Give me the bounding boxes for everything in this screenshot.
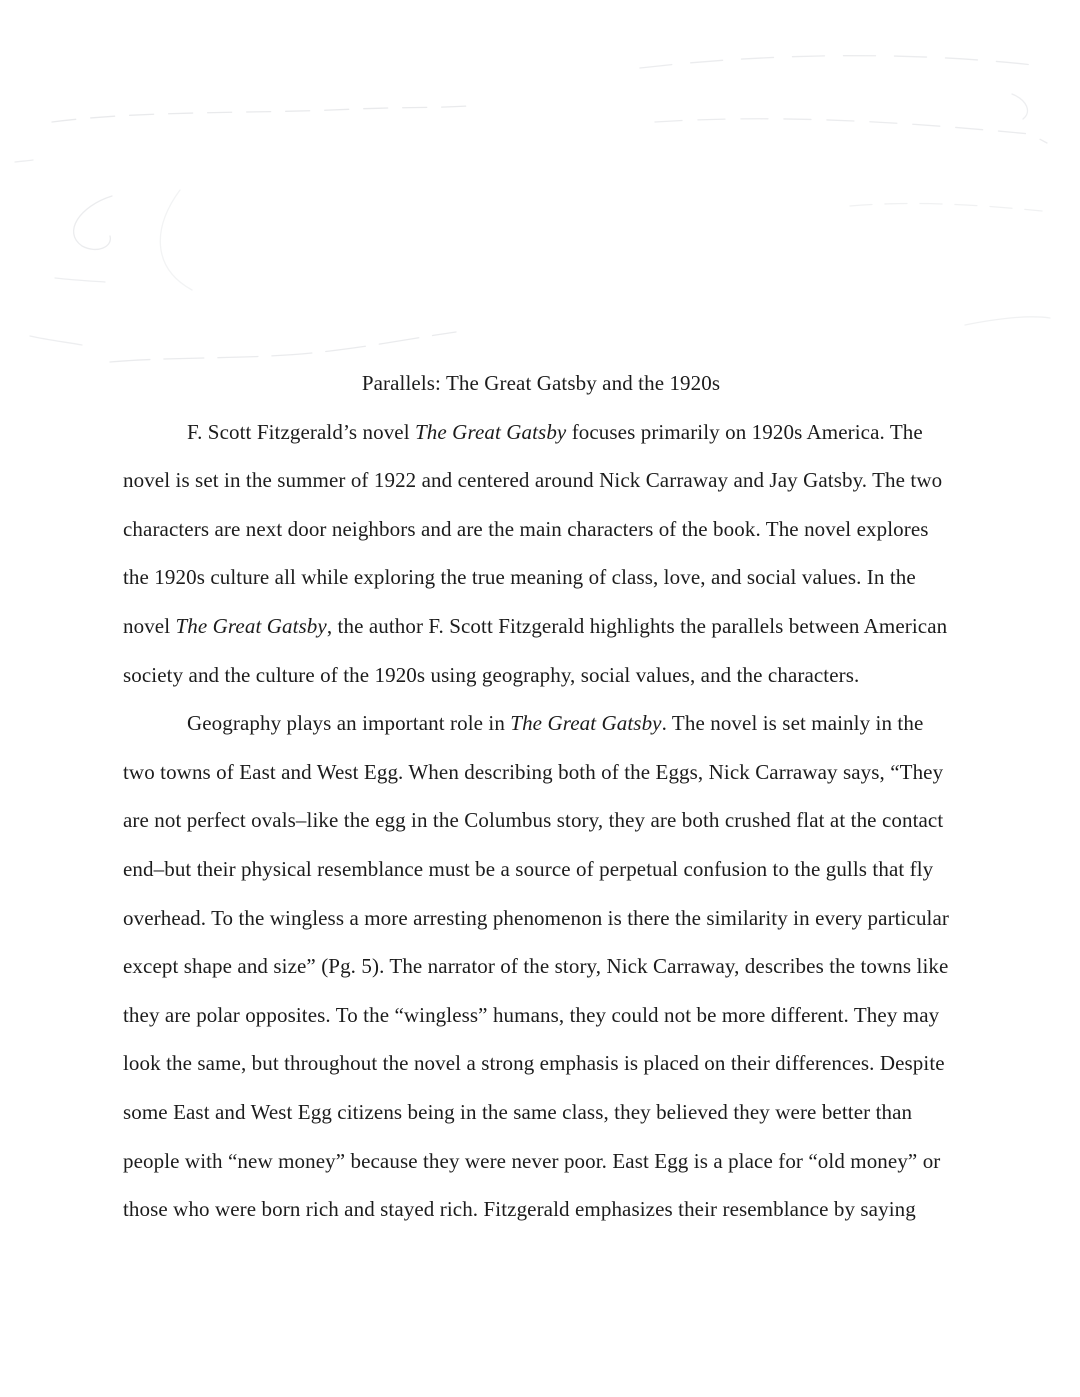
scan-smudge [640,56,1042,68]
essay-line [123,456,959,505]
book-title-italic: The Great Gatsby [175,613,327,638]
essay-line [123,894,959,943]
essay-text: F. Scott Fitzgerald’s novel [187,419,416,444]
essay-title: Parallels: The Great Gatsby and the 1920s [361,371,721,395]
scan-smudge [74,196,112,249]
scan-smudge [655,119,1047,143]
essay-line [123,1185,959,1234]
essay-text: some East and West Egg citizens being in the same class, they believed they were better than [123,1099,913,1124]
essay-text: two towns of East and West Egg. When describing both of the Eggs, Nick Carraway says, “They [123,759,944,784]
scan-artifact-marks [0,0,1080,390]
essay-text: end–but their physical resemblance must be a source of perpetual confusion to the gulls that fly [123,856,934,881]
essay-text: except shape and size” (Pg. 5). The narrator of the story, Nick Carraway, describes the towns like [123,954,949,979]
essay-text: those who were born rich and stayed rich. Fitzgerald emphasizes their resemblance by saying [123,1197,916,1222]
essay-text: characters are next door neighbors and are the main characters of the book. The novel explores [123,516,929,541]
essay-line [123,505,959,554]
essay-text: are not perfect ovals–like the egg in the Columbus story, they are both crushed flat at the contact [123,808,944,833]
essay-line [123,845,959,894]
essay-line [123,942,959,991]
essay-line [123,748,959,797]
essay-text: they are polar opposites. To the “wingless” humans, they could not be more different. They may [123,1002,940,1027]
essay-text: people with “new money” because they were never poor. East Egg is a place for “old money” or [123,1148,941,1173]
essay-line [123,991,959,1040]
essay-line [123,796,959,845]
scan-smudge [110,332,456,362]
book-title-italic: The Great Gatsby [415,419,567,444]
essay-text-block [123,359,959,1234]
book-title-italic: The Great Gatsby [510,711,662,736]
essay-text: , the author F. Scott Fitzgerald highlights the parallels between American [326,613,948,638]
essay-line [123,553,959,602]
scan-smudge [160,190,192,290]
essay-text: overhead. To the wingless a more arresting phenomenon is there the similarity in every particular [123,905,950,930]
scan-smudge [850,203,1042,211]
essay-body [123,408,959,1234]
essay-line [123,1088,959,1137]
scan-smudge [55,278,105,282]
essay-line [123,651,959,700]
scan-smudge [30,336,82,345]
essay-text: look the same, but throughout the novel a strong emphasis is placed on their differences. Despite [123,1051,945,1076]
essay-line [123,699,959,748]
scan-smudge [52,106,468,122]
essay-text: novel is set in the summer of 1922 and centered around Nick Carraway and Jay Gatsby. The two [123,468,943,493]
scan-smudge [15,160,33,162]
essay-line [123,602,959,651]
essay-text: society and the culture of the 1920s using geography, social values, and the characters. [123,662,860,687]
essay-text: the 1920s culture all while exploring the true meaning of class, love, and social values. In the [123,565,916,590]
essay-line [123,408,959,457]
essay-line [123,1137,959,1186]
scan-smudge [1012,94,1027,119]
essay-text: focuses primarily on 1920s America. The [566,419,923,444]
scan-smudge [965,317,1050,325]
essay-text: novel [123,613,176,638]
essay-text: Geography plays an important role in [187,711,511,736]
essay-line [123,1039,959,1088]
essay-text: . The novel is set mainly in the [661,711,924,736]
